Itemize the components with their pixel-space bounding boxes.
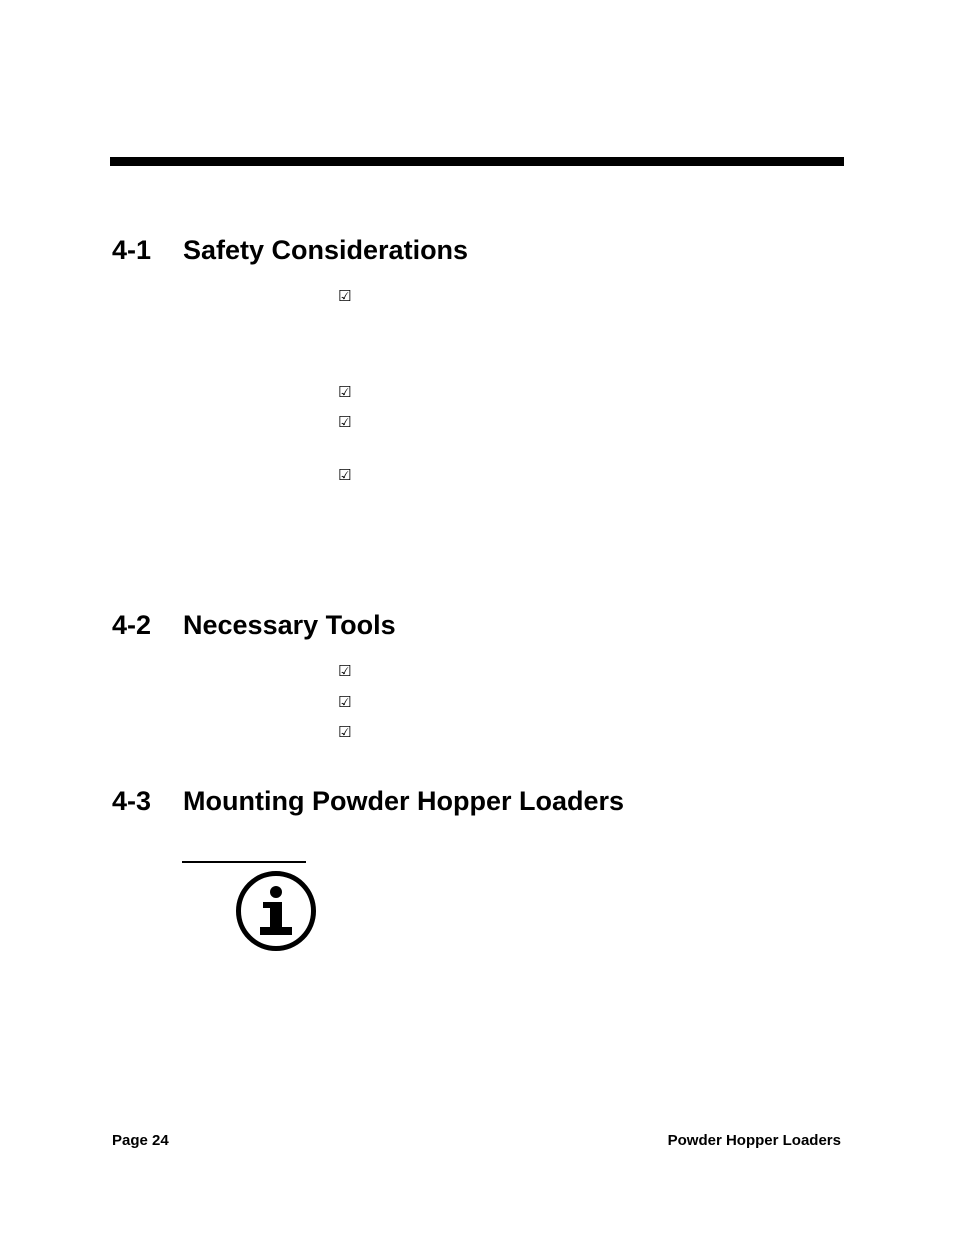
section-number: 4-2 — [112, 610, 152, 640]
checkbox-icon: ☑ — [338, 287, 352, 305]
checkbox-icon: ☑ — [338, 693, 352, 711]
section-title: Necessary Tools — [183, 610, 396, 640]
section-number: 4-1 — [112, 235, 152, 265]
section-heading-tools — [112, 609, 396, 641]
footer-document-title: Powder Hopper Loaders — [667, 1132, 841, 1149]
section-number: 4-3 — [112, 786, 152, 816]
section-title: Mounting Powder Hopper Loaders — [183, 786, 625, 816]
footer-page-number: Page 24 — [112, 1132, 169, 1149]
section-title: Safety Considerations — [183, 235, 469, 265]
checkbox-icon: ☑ — [338, 662, 352, 680]
checkbox-icon: ☑ — [338, 466, 352, 484]
checkbox-icon: ☑ — [338, 413, 352, 431]
checkbox-icon: ☑ — [338, 723, 352, 741]
section-heading-safety — [112, 234, 468, 266]
checkbox-icon: ☑ — [338, 383, 352, 401]
note-rule — [182, 861, 306, 863]
section-heading-mounting — [112, 785, 624, 817]
header-rule — [110, 157, 844, 166]
info-circle-icon — [234, 869, 318, 953]
